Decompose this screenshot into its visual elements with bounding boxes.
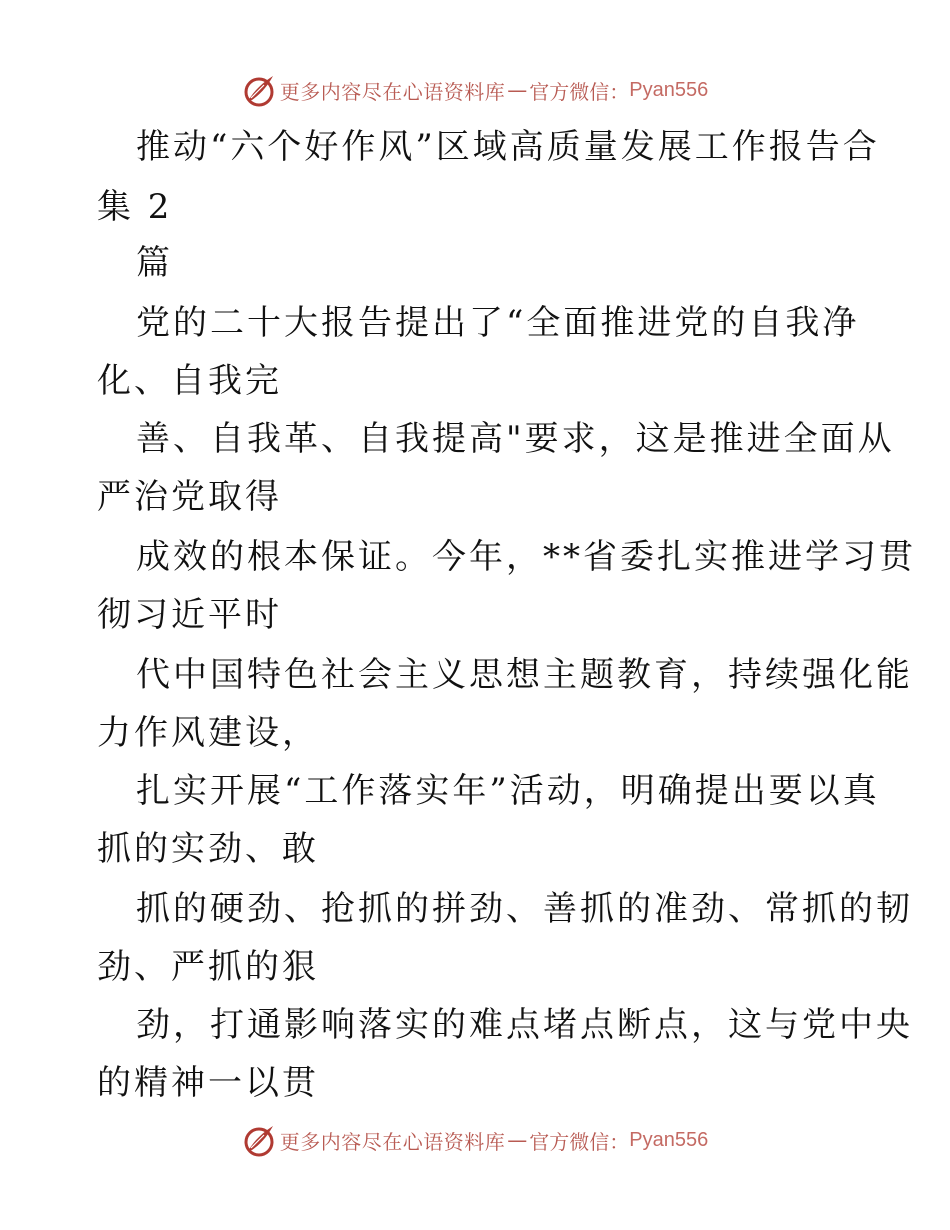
watermark-site-text: 更多内容尽在心语资料库 <box>279 79 506 104</box>
document-title-line: 集 2 <box>97 187 173 227</box>
paragraph-line: 的精神一以贯 <box>97 1063 319 1103</box>
paragraph-line: 抓的实劲、敢 <box>97 829 319 869</box>
watermark-site-text: 更多内容尽在心语资料库 <box>279 1129 506 1154</box>
paragraph-line: 彻习近平时 <box>97 595 282 635</box>
quill-pen-logo-icon <box>242 73 276 107</box>
paragraph-line: 力作风建设， <box>97 713 319 753</box>
paragraph-line: 扎实开展“工作落实年”活动，明确提出要以真 <box>136 771 880 811</box>
watermark-dash: — <box>507 78 528 102</box>
watermark-wechat-label: 官方微信： <box>529 79 630 104</box>
watermark-banner-bottom <box>0 1120 950 1160</box>
watermark-wechat-label: 官方微信： <box>529 1129 630 1154</box>
watermark-banner-top <box>0 70 950 110</box>
paragraph-line: 成效的根本保证。今年，**省委扎实推进学习贯 <box>136 537 916 577</box>
paragraph-line: 善、自我革、自我提高"要求，这是推进全面从 <box>136 419 895 459</box>
document-title-line: 推动“六个好作风”区域高质量发展工作报告合 <box>136 127 880 167</box>
paragraph-line: 化、自我完 <box>97 361 282 401</box>
document-title-line: 篇 <box>136 243 173 283</box>
paragraph-line: 劲、严抓的狠 <box>97 947 319 987</box>
watermark-wechat-id: Pyan556 <box>629 78 709 101</box>
quill-pen-logo-icon <box>242 1123 276 1157</box>
paragraph-line: 代中国特色社会主义思想主题教育，持续强化能 <box>136 655 913 695</box>
paragraph-line: 劲，打通影响落实的难点堵点断点，这与党中央 <box>136 1005 913 1045</box>
watermark-dash: — <box>507 1128 528 1152</box>
watermark-wechat-id: Pyan556 <box>629 1128 709 1151</box>
paragraph-line: 党的二十大报告提出了“全面推进党的自我净 <box>136 303 860 343</box>
paragraph-line: 抓的硬劲、抢抓的拼劲、善抓的准劲、常抓的韧 <box>136 889 913 929</box>
paragraph-line: 严治党取得 <box>97 477 282 517</box>
